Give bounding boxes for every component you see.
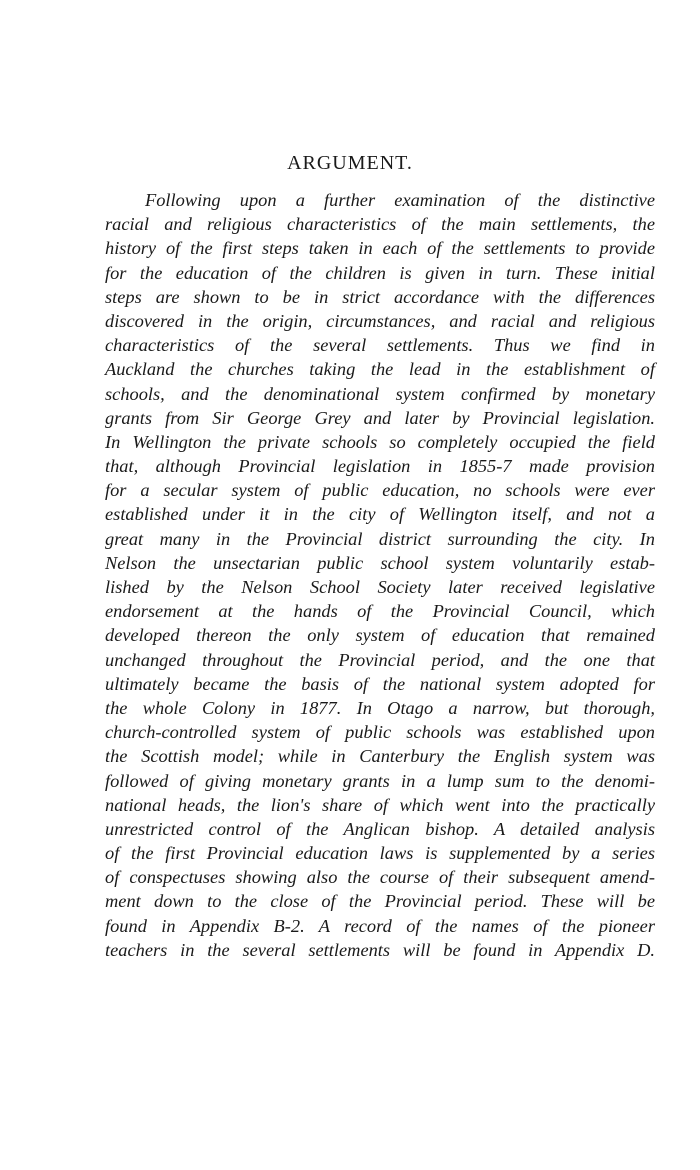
text-line: characteristics of the several settlements. Thus we find in <box>105 335 655 356</box>
text-line: national heads, the lion's share of which went into the practically <box>105 794 655 815</box>
text-line: for the education of the children is given in turn. These initial <box>105 262 655 283</box>
text-line: ultimately became the basis of the national system adopted for <box>105 673 655 694</box>
text-line: ment down to the close of the Provincial period. These will be <box>105 891 655 912</box>
text-line: history of the first steps taken in each of the settlements to provide <box>105 238 655 259</box>
text-line: for a secular system of public education, no schools were ever <box>105 480 655 501</box>
text-line: of conspectuses showing also the course of their subsequent amend- <box>105 867 655 888</box>
text-line: of the first Provincial education laws is supplemented by a series <box>105 843 655 864</box>
text-line: schools, and the denominational system confirmed by monetary <box>105 383 655 404</box>
text-line: endorsement at the hands of the Provincial Council, which <box>105 601 655 622</box>
text-line: racial and religious characteristics of the main settlements, the <box>105 214 655 235</box>
text-line: In Wellington the private schools so completely occupied the field <box>105 431 655 452</box>
argument-paragraph <box>105 188 655 962</box>
text-line: unrestricted control of the Anglican bishop. A detailed analysis <box>105 818 655 839</box>
text-line: developed thereon the only system of education that remained <box>105 625 655 646</box>
text-line: Nelson the unsectarian public school system voluntarily estab- <box>105 552 655 573</box>
text-line: steps are shown to be in strict accordance with the differences <box>105 286 655 307</box>
text-line: teachers in the several settlements will be found in Appendix D. <box>105 939 655 960</box>
text-line: the Scottish model; while in Canterbury the English system was <box>105 746 655 767</box>
text-line: established under it in the city of Wellington itself, and not a <box>105 504 655 525</box>
text-line: grants from Sir George Grey and later by Provincial legislation. <box>105 407 655 428</box>
text-line: discovered in the origin, circumstances, and racial and religious <box>105 310 655 331</box>
text-line: unchanged throughout the Provincial period, and the one that <box>105 649 655 670</box>
text-line: Auckland the churches taking the lead in the establishment of <box>105 359 655 380</box>
text-line: church-controlled system of public schools was established upon <box>105 722 655 743</box>
page-heading: ARGUMENT. <box>287 152 413 174</box>
text-line: the whole Colony in 1877. In Otago a narrow, but thorough, <box>105 697 655 718</box>
text-line: followed of giving monetary grants in a lump sum to the denomi- <box>105 770 655 791</box>
text-line: lished by the Nelson School Society later received legislative <box>105 577 655 597</box>
text-line: found in Appendix B-2. A record of the names of the pioneer <box>105 915 655 936</box>
text-line: great many in the Provincial district surrounding the city. In <box>105 528 655 549</box>
text-line: Following upon a further examination of the distinctive <box>145 190 655 210</box>
text-line: that, although Provincial legislation in 1855-7 made provision <box>105 456 655 477</box>
